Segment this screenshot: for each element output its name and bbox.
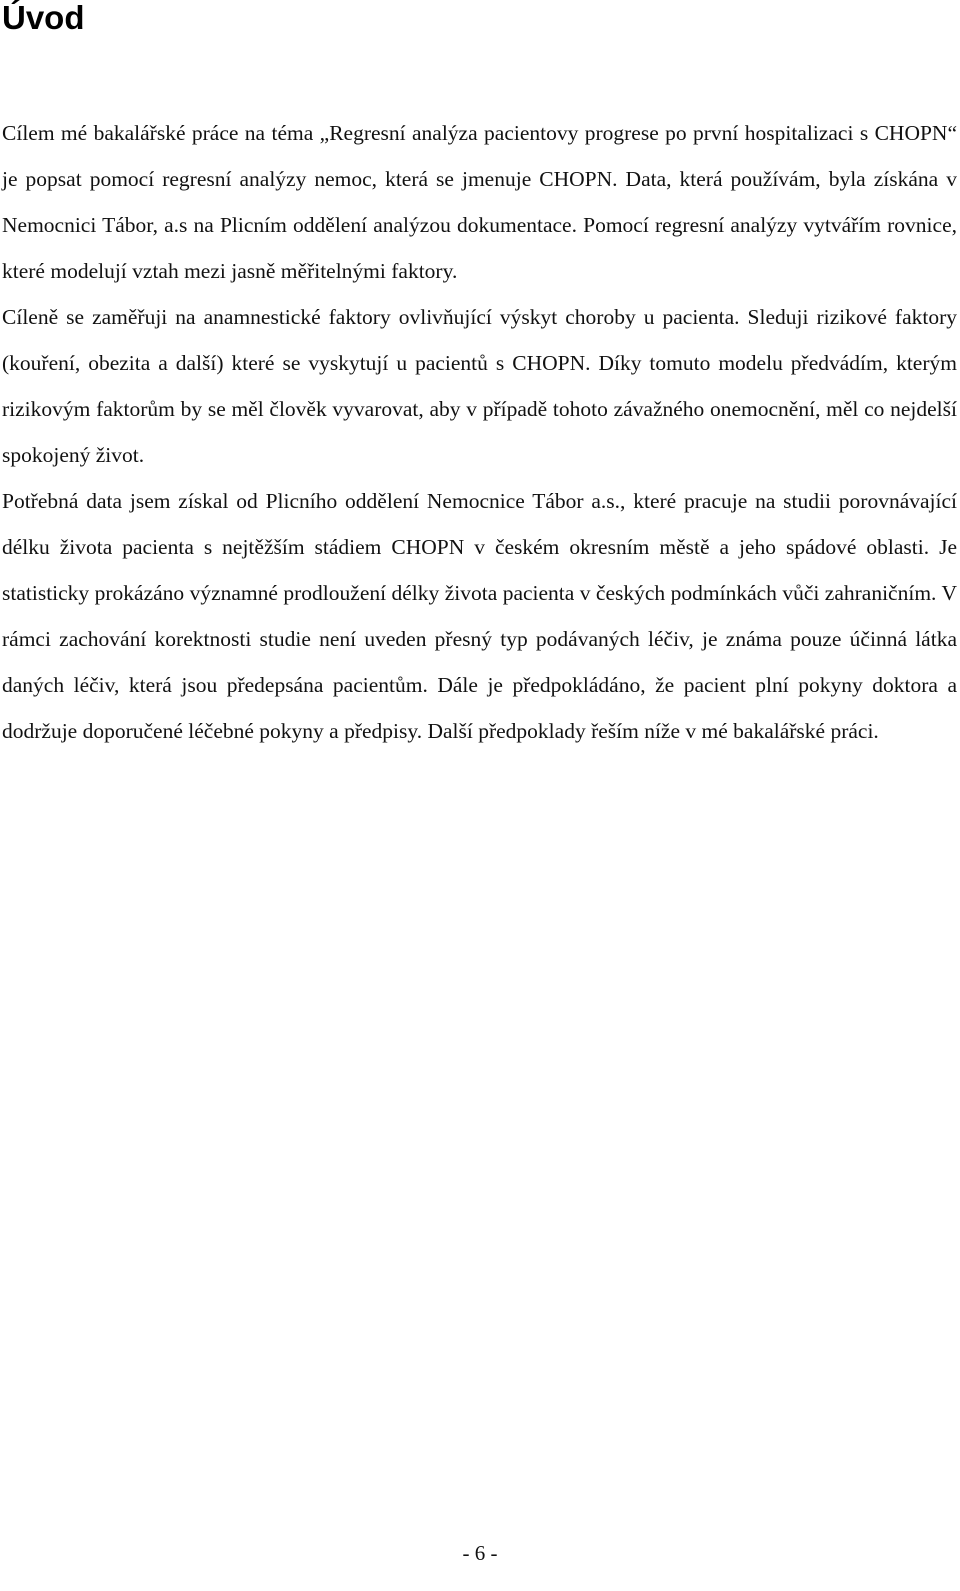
paragraph-risk-factors: Cíleně se zaměřuji na anamnestické faktory ovlivňující výskyt choroby u pacienta. Sleduji rizikové faktory (kouření, obezita a další) které se vyskytují u pacientů s CHOPN. Díky tomuto modelu předvádím, kterým rizikovým faktorům by se měl člověk vyvarovat, aby v případě tohoto závažného onemocnění, měl co nejdelší spokojený život. <box>2 305 957 467</box>
body-text <box>2 110 957 754</box>
page-title: Úvod <box>2 0 85 36</box>
paragraph-intro: Cílem mé bakalářské práce na téma „Regresní analýza pacientovy progrese po první hospitalizaci s CHOPN“ je popsat pomocí regresní analýzy nemoc, která se jmenuje CHOPN. Data, která používám, byla získána v Nemocnici Tábor, a.s na Plicním oddělení analýzou dokumentace. Pomocí regresní analýzy vytvářím rovnice, které modelují vztah mezi jasně měřitelnými faktory. <box>2 121 957 283</box>
paragraph-data-source: Potřebná data jsem získal od Plicního oddělení Nemocnice Tábor a.s., které pracuje na studii porovnávající délku života pacienta s nejtěžším stádiem CHOPN v českém okresním městě a jeho spádové oblasti. Je statisticky prokázáno významné prodloužení délky života pacienta v českých podmínkách vůči zahraničním. V rámci zachování korektnosti studie není uveden přesný typ podávaných léčiv, je známa pouze účinná látka daných léčiv, která jsou předepsána pacientům. Dále je předpokládáno, že pacient plní pokyny doktora a dodržuje doporučené léčebné pokyny a předpisy. Další předpoklady řeším níže v mé bakalářské práci. <box>2 489 957 743</box>
page-number: - 6 - <box>462 1541 498 1565</box>
